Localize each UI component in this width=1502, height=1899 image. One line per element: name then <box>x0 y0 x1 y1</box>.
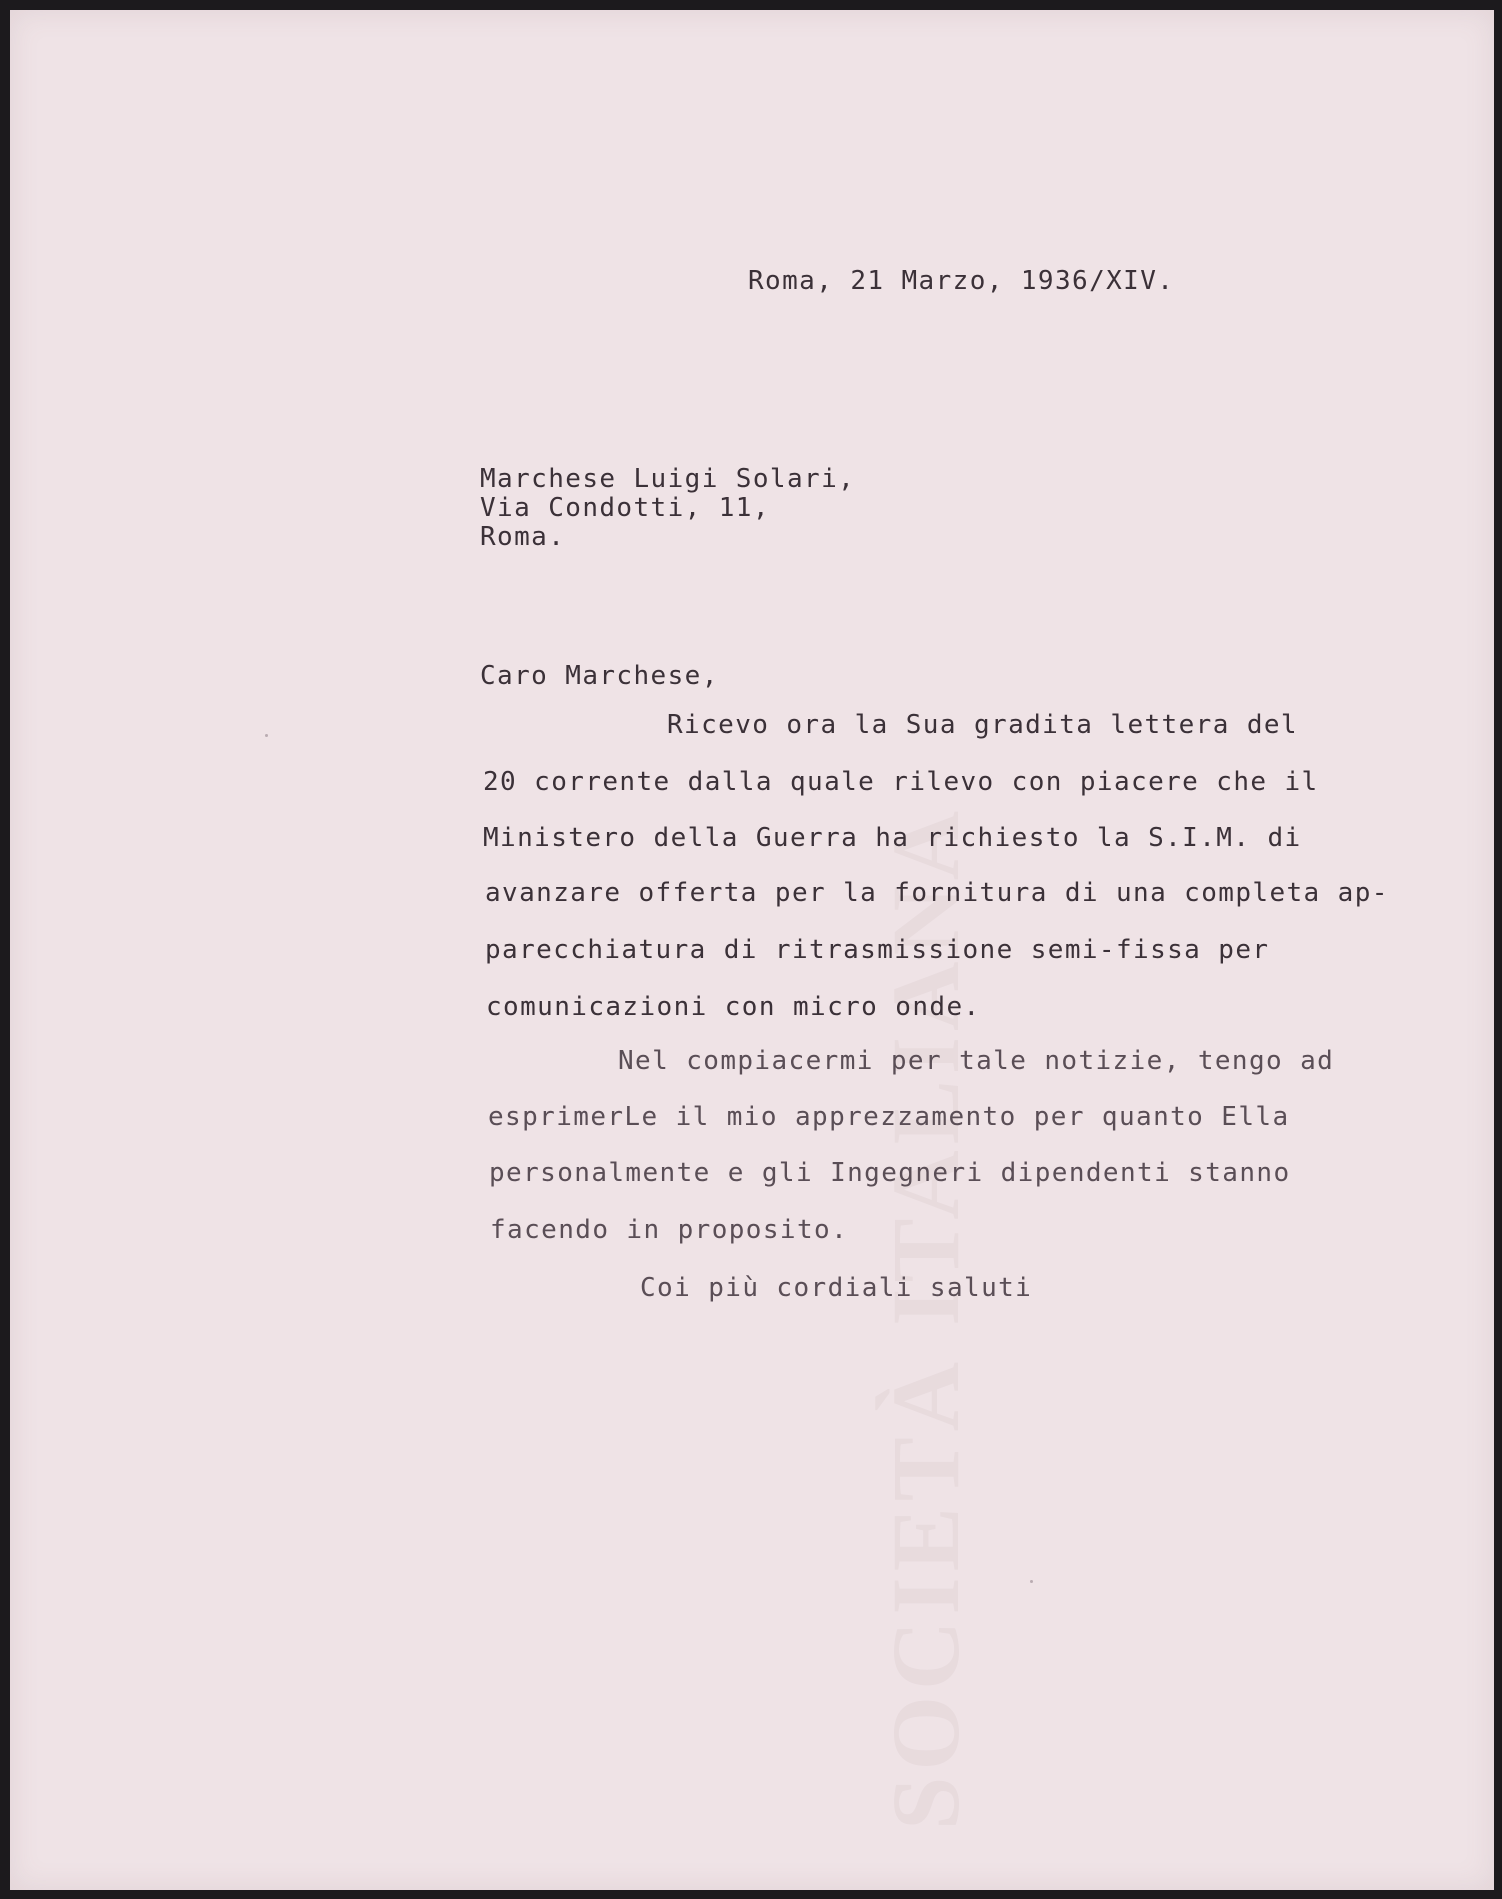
salutation: Caro Marchese, <box>480 661 719 691</box>
body-line: personalmente e gli Ingegneri dipendenti stanno <box>489 1158 1291 1188</box>
body-line: avanzare offerta per la fornitura di una completa ap- <box>485 878 1389 908</box>
body-line: esprimerLe il mio apprezzamento per quanto Ella <box>488 1102 1290 1132</box>
body-line: 20 corrente dalla quale rilevo con piacere che il <box>483 767 1319 797</box>
body-line: parecchiatura di ritrasmissione semi-fissa per <box>485 935 1270 965</box>
paper-speck <box>1030 1580 1033 1583</box>
address-line-street: Via Condotti, 11, <box>480 493 770 523</box>
body-line: Nel compiacermi per tale notizie, tengo ad <box>618 1046 1335 1076</box>
body-line: Ricevo ora la Sua gradita lettera del <box>667 710 1298 740</box>
body-line: facendo in proposito. <box>490 1215 849 1245</box>
address-line-city: Roma. <box>480 522 566 552</box>
date-line: Roma, 21 Marzo, 1936/XIV. <box>748 266 1175 296</box>
show-through-letterhead: SOCIETÀ ITALIANA <box>872 804 979 1830</box>
address-line-name: Marchese Luigi Solari, <box>480 464 856 494</box>
closing-line: Coi più cordiali saluti <box>640 1273 1033 1303</box>
body-line: Ministero della Guerra ha richiesto la S.I.M. di <box>483 823 1302 853</box>
paper-speck <box>265 734 268 737</box>
letter-page <box>10 10 1494 1890</box>
body-line: comunicazioni con micro onde. <box>486 992 981 1022</box>
